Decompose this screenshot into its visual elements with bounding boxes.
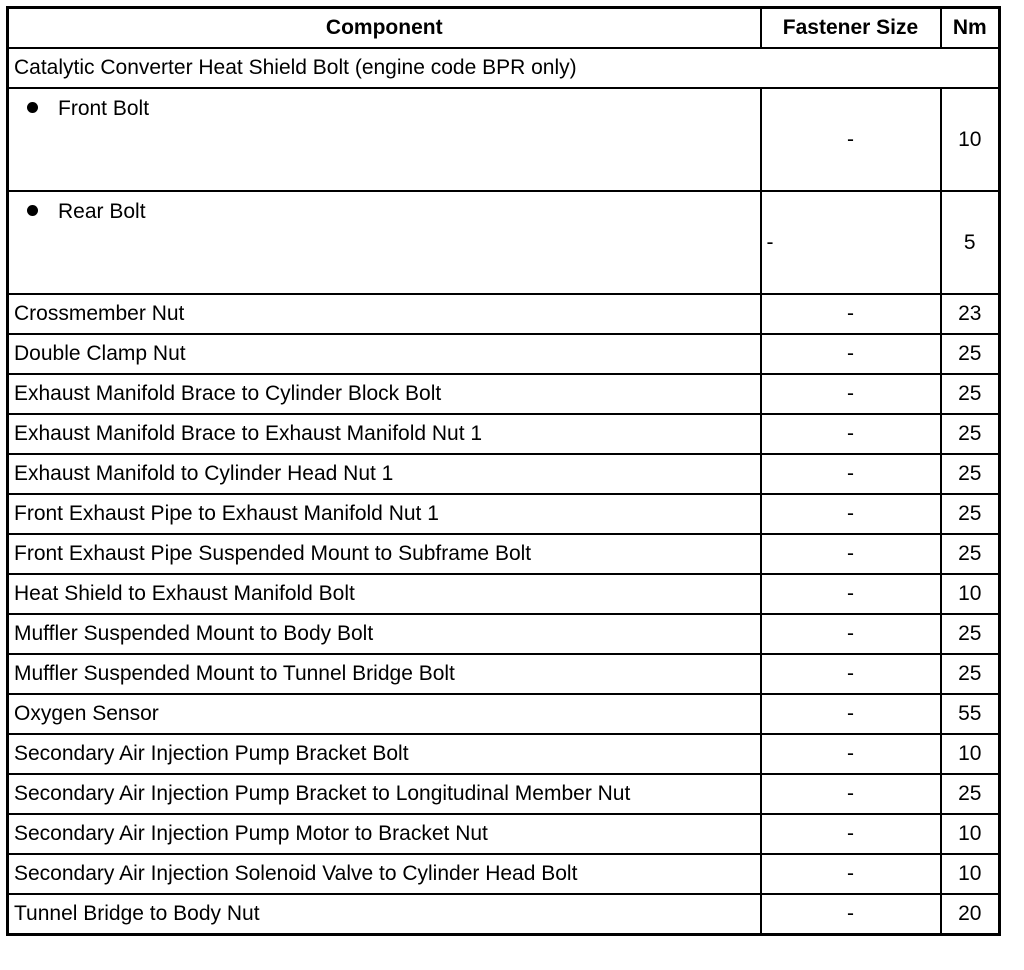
bullet-icon [27, 102, 38, 113]
bullet-icon [27, 205, 38, 216]
fastener-size-cell: - [761, 414, 941, 454]
fastener-size-cell: - [761, 334, 941, 374]
component-cell [8, 88, 761, 191]
component-cell: Exhaust Manifold to Cylinder Head Nut 1 [8, 454, 761, 494]
component-cell: Front Exhaust Pipe to Exhaust Manifold Nut 1 [8, 494, 761, 534]
component-label: Rear Bolt [58, 200, 146, 223]
fastener-size-cell: - [761, 814, 941, 854]
fastener-size-cell: - [761, 654, 941, 694]
fastener-size-cell: - [761, 774, 941, 814]
nm-cell: 25 [941, 654, 1000, 694]
table-row [8, 894, 1000, 935]
component-cell: Secondary Air Injection Pump Bracket Bolt [8, 734, 761, 774]
nm-cell: 10 [941, 814, 1000, 854]
component-cell: Heat Shield to Exhaust Manifold Bolt [8, 574, 761, 614]
component-cell [8, 191, 761, 294]
fastener-size-cell: - [761, 694, 941, 734]
component-cell: Crossmember Nut [8, 294, 761, 334]
table-row [8, 614, 1000, 654]
fastener-size-cell: - [761, 574, 941, 614]
table-row [8, 334, 1000, 374]
fastener-size-cell: - [761, 894, 941, 935]
component-cell: Exhaust Manifold Brace to Exhaust Manifold Nut 1 [8, 414, 761, 454]
fastener-size-cell: - [761, 88, 941, 191]
torque-spec-table [6, 6, 1001, 936]
table-row [8, 191, 1000, 294]
nm-cell: 10 [941, 734, 1000, 774]
component-cell: Double Clamp Nut [8, 334, 761, 374]
component-cell: Exhaust Manifold Brace to Cylinder Block Bolt [8, 374, 761, 414]
table-row [8, 494, 1000, 534]
header-component: Component [8, 8, 761, 49]
nm-cell: 5 [941, 191, 1000, 294]
nm-cell: 10 [941, 88, 1000, 191]
table-row [8, 414, 1000, 454]
component-cell: Muffler Suspended Mount to Body Bolt [8, 614, 761, 654]
fastener-size-cell: - [761, 374, 941, 414]
nm-cell: 10 [941, 574, 1000, 614]
table-row [8, 774, 1000, 814]
component-cell: Muffler Suspended Mount to Tunnel Bridge Bolt [8, 654, 761, 694]
fastener-size-cell: - [761, 294, 941, 334]
nm-cell: 25 [941, 414, 1000, 454]
table-row [8, 88, 1000, 191]
nm-cell: 25 [941, 614, 1000, 654]
nm-cell: 20 [941, 894, 1000, 935]
fastener-size-cell: - [761, 494, 941, 534]
table-row [8, 854, 1000, 894]
component-cell: Secondary Air Injection Solenoid Valve to Cylinder Head Bolt [8, 854, 761, 894]
component-cell: Front Exhaust Pipe Suspended Mount to Subframe Bolt [8, 534, 761, 574]
nm-cell: 25 [941, 374, 1000, 414]
table-row [8, 694, 1000, 734]
fastener-size-cell: - [761, 854, 941, 894]
component-cell: Secondary Air Injection Pump Motor to Bracket Nut [8, 814, 761, 854]
nm-cell: 25 [941, 334, 1000, 374]
nm-cell: 25 [941, 454, 1000, 494]
nm-cell: 25 [941, 534, 1000, 574]
fastener-size-cell: - [761, 534, 941, 574]
nm-cell: 23 [941, 294, 1000, 334]
table-row [8, 734, 1000, 774]
nm-cell: 25 [941, 774, 1000, 814]
fastener-size-cell: - [761, 191, 941, 294]
fastener-size-cell: - [761, 734, 941, 774]
component-cell: Tunnel Bridge to Body Nut [8, 894, 761, 935]
component-label: Front Bolt [58, 97, 150, 120]
nm-cell: 25 [941, 494, 1000, 534]
component-cell: Secondary Air Injection Pump Bracket to Longitudinal Member Nut [8, 774, 761, 814]
table-row [8, 294, 1000, 334]
table-row [8, 814, 1000, 854]
component-cell: Oxygen Sensor [8, 694, 761, 734]
header-nm: Nm [941, 8, 1000, 49]
table-row [8, 374, 1000, 414]
fastener-size-cell: - [761, 454, 941, 494]
table-row [8, 454, 1000, 494]
header-fastener-size: Fastener Size [761, 8, 941, 49]
header-row [8, 8, 1000, 49]
group-title-row [8, 48, 1000, 88]
table-row [8, 654, 1000, 694]
nm-cell: 55 [941, 694, 1000, 734]
fastener-size-cell: - [761, 614, 941, 654]
table-row [8, 534, 1000, 574]
nm-cell: 10 [941, 854, 1000, 894]
group-title: Catalytic Converter Heat Shield Bolt (engine code BPR only) [8, 48, 1000, 88]
table-row [8, 574, 1000, 614]
